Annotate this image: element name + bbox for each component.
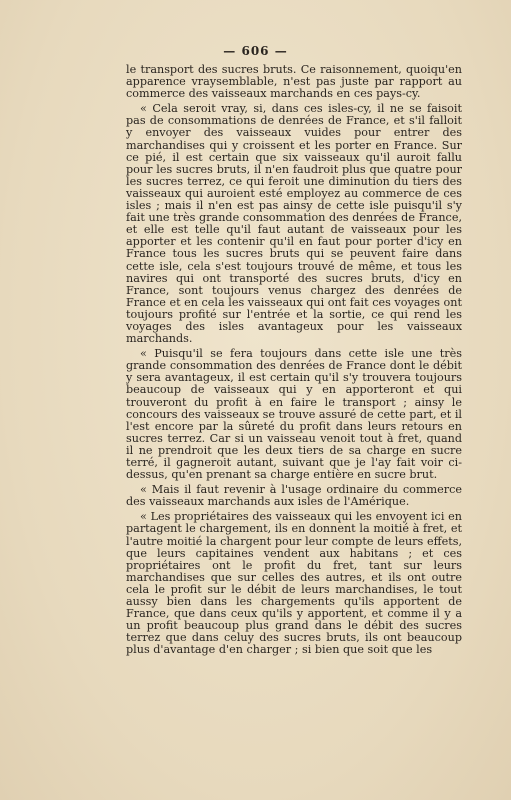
paragraph-1: le transport des sucres bruts. Ce raisonnement, quoiqu'en apparence vraysemblable, n'est pas juste par rapport au commerce des vaisseaux marchands en ces pays-cy.	[126, 63, 462, 101]
paragraph-5: « Les propriétaires des vaisseaux qui les envoyent ici en partagent le chargement, ils en donnent la moitié à fret, et l'autre moitié la chargent pour leur compte de leurs effets, que leurs capitaines vendent aux habitans ; et ces propriétaires ont le profit du fret, tant sur leurs marchandises que sur celles des autres, et ils ont outre cela le profit sur le débit de leurs marchandises, le tout aussy bien dans les chargements qu'ils apportent de France, que dans ceux qu'ils y apportent, et comme il y a un profit beaucoup plus grand dans le débit des sucres terrez que dans celuy des sucres bruts, ils ont beaucoup plus d'avantage d'en charger ; si bien que soit que les	[126, 510, 462, 657]
paragraph-4: « Mais il faut revenir à l'usage ordinaire du commerce des vaisseaux marchands aux isles de l'Amérique.	[126, 483, 462, 509]
paragraph-3: « Puisqu'il se fera toujours dans cette isle une très grande consommation des denrées de France dont le débit y sera avantageux, il est certain qu'il s'y trouvera toujours beaucoup de vaisseaux qui y en apporteront et qui trouveront du profit à en faire le transport ; ainsy le concours des vaisseaux se trouve assuré de cette part, et il l'est encore par la sûreté du profit dans leurs retours en sucres terrez. Car si un vaisseau venoit tout à fret, quand il ne prendroit que les deux tiers de sa charge en sucre terré, il gagneroit autant, suivant que je l'ay fait voir ci-dessus, qu'en prenant sa charge entière en sucre brut.	[126, 347, 462, 482]
paragraph-2: « Cela seroit vray, si, dans ces isles-cy, il ne se faisoit pas de consommations de denrées de France, et s'il falloit y envoyer des vaisseaux vuides pour entrer des marchandises qui y croissent et les porter en France. Sur ce pié, il est certain que six vaisseaux qu'il auroit fallu pour les sucres bruts, il n'en faudroit plus que quatre pour les sucres terrez, ce qui feroit une diminution du tiers des vaisseaux qui auroient esté employez au commerce de ces isles ; mais il n'en est pas ainsy de cette isle puisqu'il s'y fait une très grande consommation des denrées de France, et elle est telle qu'il faut autant de vaisseaux pour les apporter et les contenir qu'il en faut pour porter d'icy en France tous les sucres bruts qui se peuvent faire dans cette isle, cela s'est toujours trouvé de même, et tous les navires qui ont transporté des sucres bruts, d'icy en France, sont toujours venus chargez des denrées de France et en cela les vaisseaux qui ont fait ces voyages ont toujours profité sur l'entrée et la sortie, ce qui rend les voyages des isles avantageux pour les vaisseaux marchands.	[126, 102, 462, 346]
body-text	[126, 64, 462, 660]
page-number: — 606 —	[223, 44, 288, 58]
